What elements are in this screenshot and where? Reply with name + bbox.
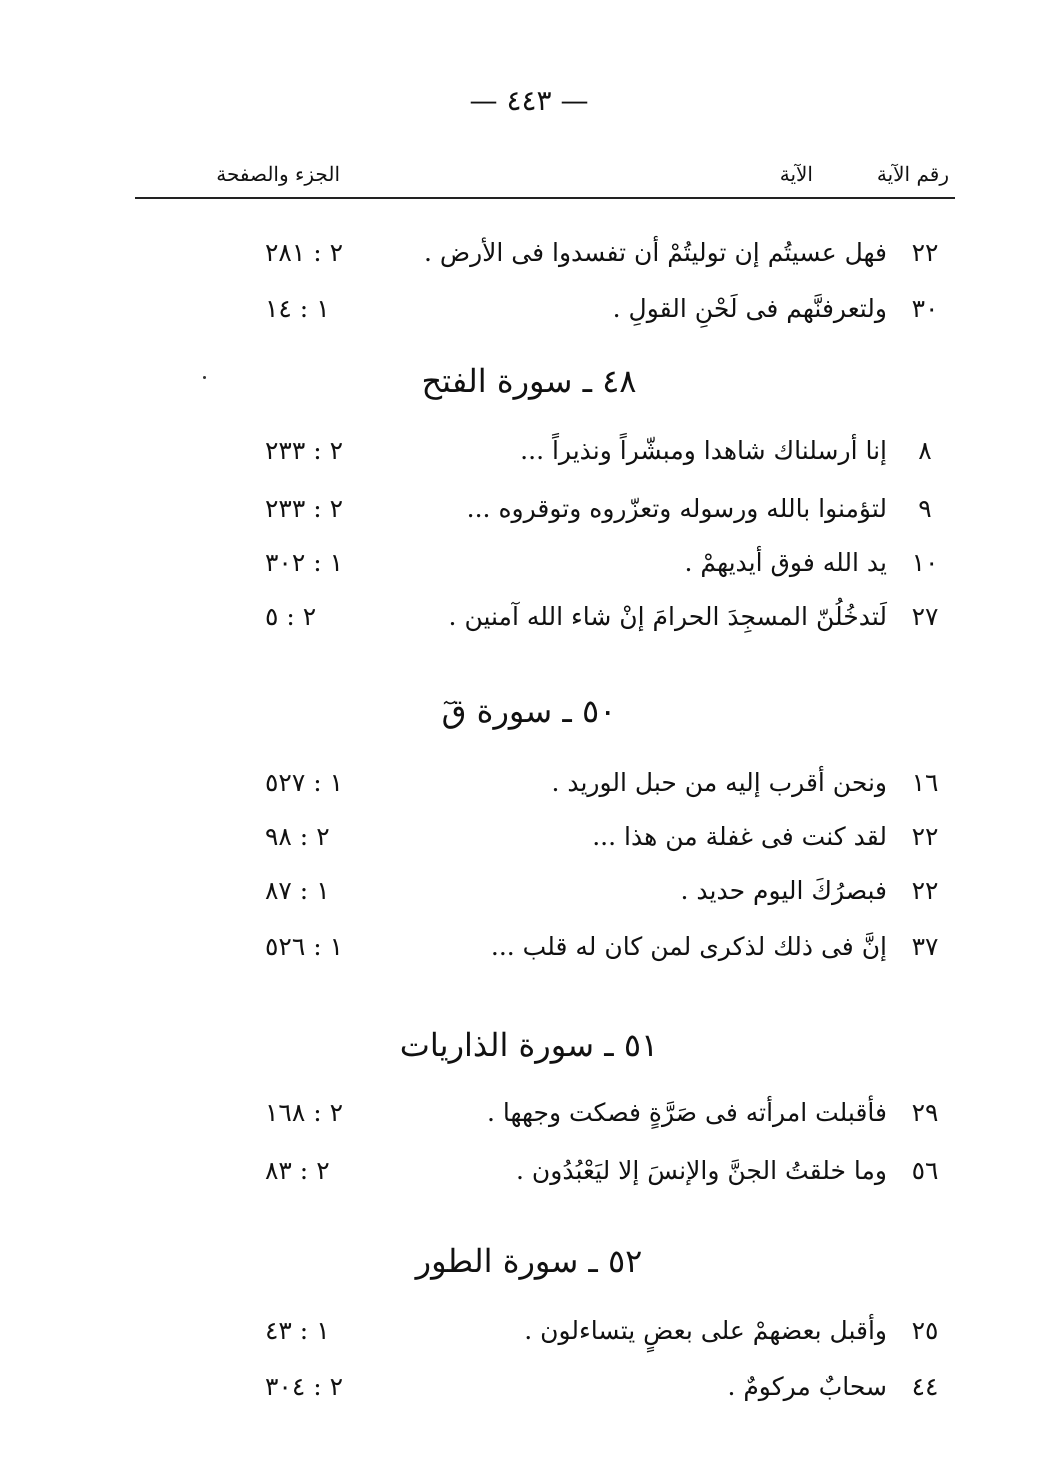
aya-text: ونحن أقرب إليه من حبل الوريد . [551,768,887,797]
aya-number: ١٦ [911,768,939,797]
aya-number: ٨ [918,436,932,465]
table-row [135,818,945,858]
surah-title: ٥١ ـ سورة الذاريات [399,1026,659,1064]
aya-text: لتؤمنوا بالله ورسوله وتعزّروه وتوقروه ... [466,494,887,523]
aya-number: ٢٧ [911,602,939,631]
aya-text: وأقبل بعضهمْ على بعضٍ يتساءلون . [524,1316,887,1345]
table-row [135,1152,945,1192]
aya-text: فبصرُكَ اليوم حديد . [680,876,887,905]
table-row [135,928,945,968]
surah-title: ٥٢ ـ سورة الطور [415,1242,643,1280]
aya-text: لقد كنت فى غفلة من هذا ... [592,822,887,851]
table-row [135,872,945,912]
aya-number: ٣٧ [911,932,939,961]
volume-page: ١ : ٣٠٢ [265,548,344,577]
aya-number: ٢٢ [911,822,939,851]
aya-number: ٥٦ [911,1156,939,1185]
header-aya-number: رقم الآية [876,162,949,186]
aya-number: ٢٩ [911,1098,939,1127]
volume-page: ٢ : ٢٣٣ [265,494,344,523]
header-aya: الآية [779,162,813,186]
table-row [135,1094,945,1134]
aya-text: لَتدخُلُنّ المسجِدَ الحرامَ إنْ شاء الله آمنين . [448,602,887,631]
aya-text: فأقبلت امرأته فى صَرَّةٍ فصكت وجهها . [486,1098,887,1127]
table-row [135,598,945,638]
aya-number: ١٠ [911,548,939,577]
aya-text: إنَّ فى ذلك لذكرى لمن كان له قلب ... [490,932,887,961]
table-row [135,290,945,330]
aya-text: فهل عسيتُم إن توليتُمْ أن تفسدوا فى الأرض . [423,238,887,267]
aya-text: إنا أرسلناك شاهدا ومبشّراً ونذيراً ... [520,436,887,465]
table-row [135,234,945,274]
table-row [135,764,945,804]
aya-text: يد الله فوق أيديهمْ . [684,548,887,577]
table-row [135,1312,945,1352]
surah-title: ٤٨ ـ سورة الفتح [421,362,637,400]
table-row [135,544,945,584]
volume-page: ٢ : ١٦٨ [265,1098,344,1127]
aya-number: ٤٤ [911,1372,939,1401]
volume-page: ١ : ٤٣ [265,1316,330,1345]
header-reference: الجزء والصفحة [216,162,340,186]
aya-number: ٢٢ [911,238,939,267]
volume-page: ٢ : ٨٣ [265,1156,330,1185]
page-number: — ٤٤٣ — [469,84,589,117]
volume-page: ١ : ٨٧ [265,876,330,905]
surah-title: ٥٠ ـ سورة قٓ [441,692,617,730]
aya-number: ٩ [918,494,932,523]
aya-text: ولتعرفنَّهم فى لَحْنِ القولِ . [612,294,887,323]
volume-page: ٢ : ٩٨ [265,822,330,851]
table-row [135,432,945,472]
aya-text: سحابٌ مركومٌ . [727,1372,887,1401]
table-row [135,490,945,530]
table-row [135,1368,945,1408]
aya-number: ٢٢ [911,876,939,905]
volume-page: ٢ : ٥ [265,602,317,631]
volume-page: ٢ : ٣٠٤ [265,1372,344,1401]
aya-text: وما خلقتُ الجنَّ والإنسَ إلا ليَعْبُدُون . [516,1156,887,1185]
aya-number: ٢٥ [911,1316,939,1345]
volume-page: ١ : ٥٢٧ [265,768,344,797]
volume-page: ١ : ٥٢٦ [265,932,344,961]
volume-page: ٢ : ٢٨١ [265,238,344,267]
volume-page: ٢ : ٢٣٣ [265,436,344,465]
volume-page: ١ : ١٤ [265,294,330,323]
aya-number: ٣٠ [911,294,939,323]
